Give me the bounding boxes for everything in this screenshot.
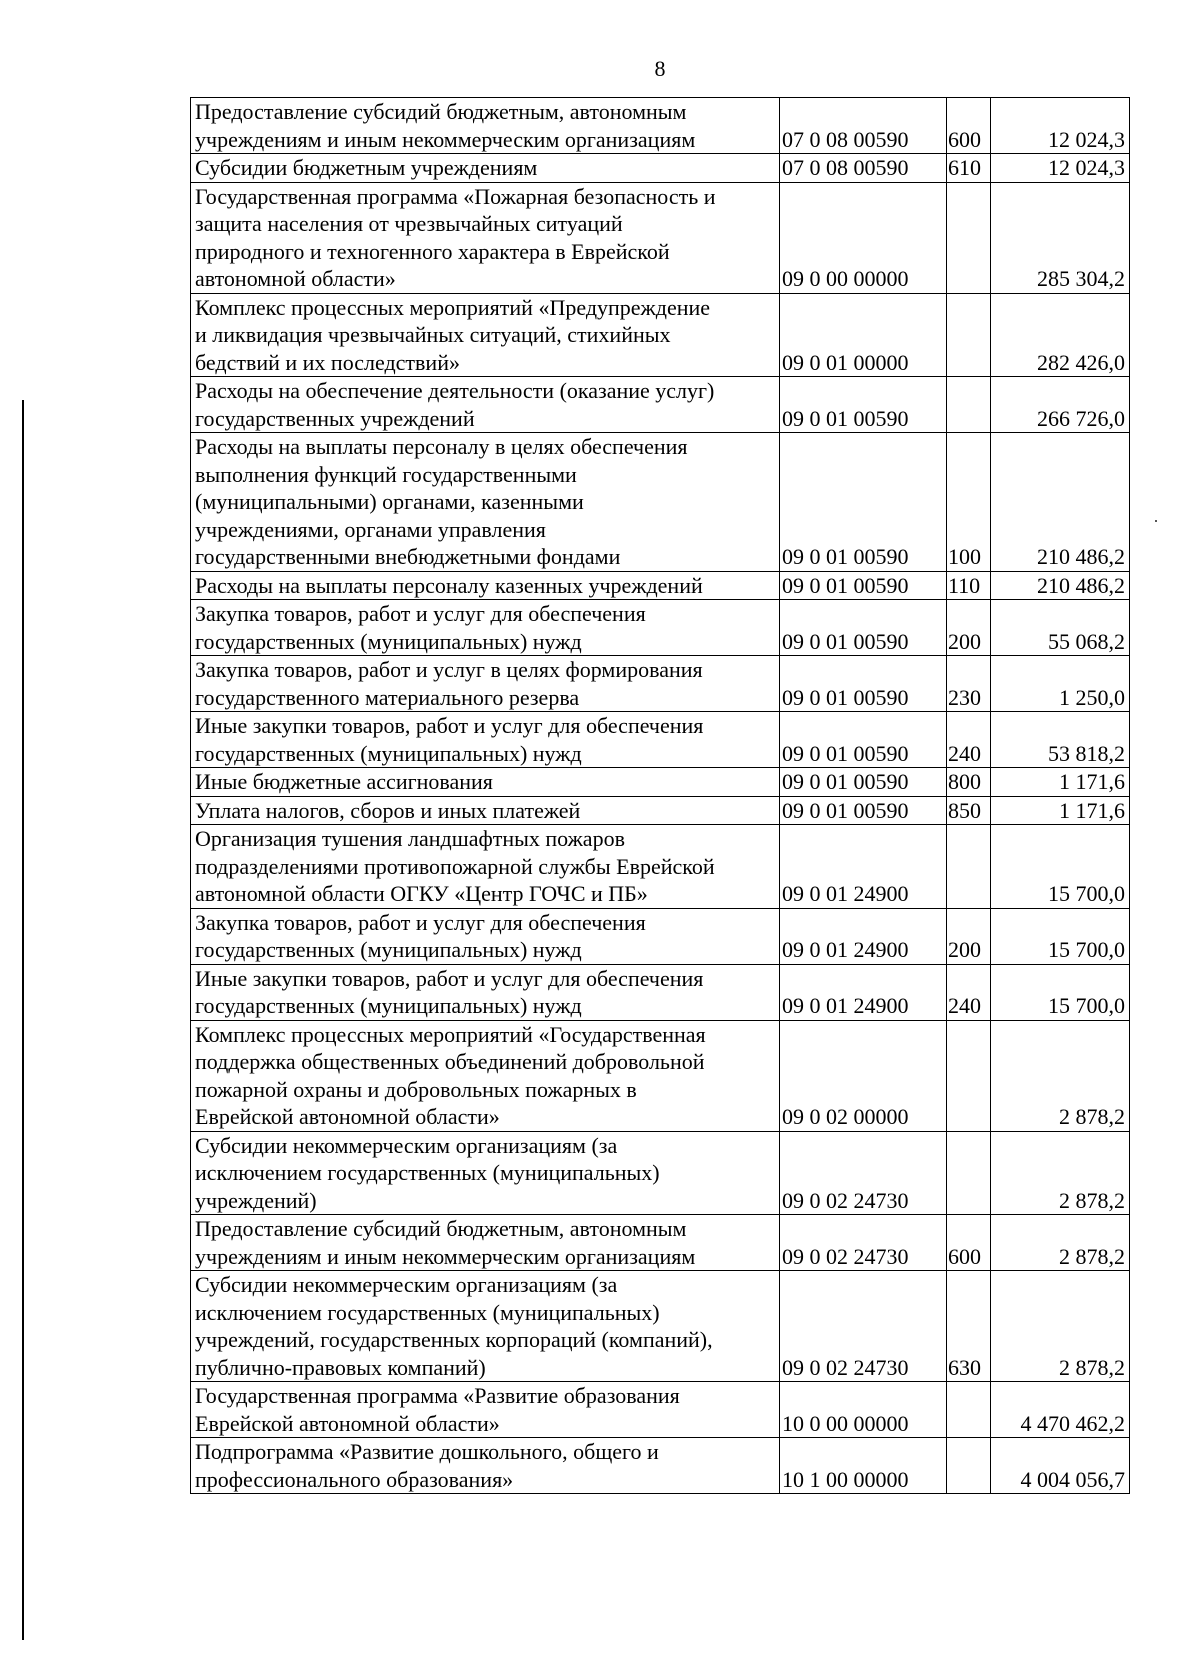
row-code: 09 0 01 00590 [780, 656, 947, 712]
row-name: Иные бюджетные ассигнования [191, 768, 780, 797]
row-name: Государственная программа «Пожарная безопасность и защита населения от чрезвычайных ситуаций природного и техногенного характера в Еврейской автономной области» [191, 182, 780, 293]
row-code: 09 0 01 24900 [780, 825, 947, 909]
row-expense-type: 230 [947, 656, 991, 712]
row-sum: 285 304,2 [991, 182, 1130, 293]
row-sum: 55 068,2 [991, 600, 1130, 656]
row-name: Государственная программа «Развитие образования Еврейской автономной области» [191, 1382, 780, 1438]
row-code: 09 0 01 00590 [780, 377, 947, 433]
table-row [191, 768, 1130, 797]
row-name: Закупка товаров, работ и услуг в целях формирования государственного материального резерва [191, 656, 780, 712]
table-row [191, 154, 1130, 183]
row-code: 09 0 01 00590 [780, 571, 947, 600]
row-sum: 210 486,2 [991, 571, 1130, 600]
row-name: Предоставление субсидий бюджетным, автономным учреждениям и иным некоммерческим организациям [191, 1215, 780, 1271]
table-row [191, 712, 1130, 768]
table-body [191, 98, 1130, 1494]
row-sum: 4 004 056,7 [991, 1438, 1130, 1494]
row-code: 09 0 02 24730 [780, 1271, 947, 1382]
table-row [191, 98, 1130, 154]
row-name: Субсидии некоммерческим организациям (за исключением государственных (муниципальных) учреждений) [191, 1131, 780, 1215]
table-row [191, 1215, 1130, 1271]
row-expense-type [947, 293, 991, 377]
row-name: Закупка товаров, работ и услуг для обеспечения государственных (муниципальных) нужд [191, 908, 780, 964]
row-code: 09 0 01 00590 [780, 600, 947, 656]
row-name: Иные закупки товаров, работ и услуг для обеспечения государственных (муниципальных) нужд [191, 964, 780, 1020]
row-expense-type [947, 1020, 991, 1131]
page-number: 8 [654, 56, 666, 81]
row-sum: 1 250,0 [991, 656, 1130, 712]
table-row [191, 825, 1130, 909]
row-expense-type: 800 [947, 768, 991, 797]
row-code: 09 0 02 24730 [780, 1131, 947, 1215]
table-row [191, 796, 1130, 825]
table-row [191, 1438, 1130, 1494]
row-expense-type [947, 1131, 991, 1215]
row-name: Комплекс процессных мероприятий «Государственная поддержка общественных объединений добровольной пожарной охраны и добровольных пожарных в Еврейской автономной области» [191, 1020, 780, 1131]
row-code: 09 0 02 00000 [780, 1020, 947, 1131]
row-code: 09 0 01 00000 [780, 293, 947, 377]
row-sum: 2 878,2 [991, 1271, 1130, 1382]
row-expense-type [947, 825, 991, 909]
row-code: 10 1 00 00000 [780, 1438, 947, 1494]
row-expense-type [947, 377, 991, 433]
row-expense-type [947, 1382, 991, 1438]
row-code: 09 0 01 00590 [780, 796, 947, 825]
row-expense-type: 200 [947, 600, 991, 656]
scan-speck [1155, 520, 1157, 522]
row-name: Иные закупки товаров, работ и услуг для обеспечения государственных (муниципальных) нужд [191, 712, 780, 768]
row-code: 09 0 02 24730 [780, 1215, 947, 1271]
row-sum: 2 878,2 [991, 1131, 1130, 1215]
row-name: Закупка товаров, работ и услуг для обеспечения государственных (муниципальных) нужд [191, 600, 780, 656]
row-expense-type: 100 [947, 433, 991, 572]
table-row [191, 377, 1130, 433]
row-sum: 1 171,6 [991, 768, 1130, 797]
table-row [191, 1382, 1130, 1438]
row-name: Субсидии некоммерческим организациям (за исключением государственных (муниципальных) учреждений, государственных корпораций (компаний), публично-правовых компаний) [191, 1271, 780, 1382]
row-expense-type: 630 [947, 1271, 991, 1382]
table-row [191, 908, 1130, 964]
row-sum: 1 171,6 [991, 796, 1130, 825]
table-row [191, 1131, 1130, 1215]
row-expense-type: 850 [947, 796, 991, 825]
row-code: 09 0 01 00590 [780, 712, 947, 768]
table-row [191, 1271, 1130, 1382]
row-expense-type [947, 182, 991, 293]
row-expense-type: 600 [947, 98, 991, 154]
row-sum: 12 024,3 [991, 154, 1130, 183]
row-sum: 15 700,0 [991, 908, 1130, 964]
row-sum: 282 426,0 [991, 293, 1130, 377]
row-code: 09 0 01 00590 [780, 433, 947, 572]
row-sum: 2 878,2 [991, 1020, 1130, 1131]
table-row [191, 433, 1130, 572]
row-code: 09 0 01 00590 [780, 768, 947, 797]
table-row [191, 600, 1130, 656]
row-sum: 15 700,0 [991, 825, 1130, 909]
row-code: 09 0 01 24900 [780, 964, 947, 1020]
row-name: Предоставление субсидий бюджетным, автономным учреждениям и иным некоммерческим организациям [191, 98, 780, 154]
row-sum: 4 470 462,2 [991, 1382, 1130, 1438]
row-name: Субсидии бюджетным учреждениям [191, 154, 780, 183]
table-row [191, 293, 1130, 377]
budget-table [190, 97, 1130, 1494]
row-expense-type: 610 [947, 154, 991, 183]
row-name: Расходы на обеспечение деятельности (оказание услуг) государственных учреждений [191, 377, 780, 433]
scan-edge-line [22, 400, 24, 1640]
row-name: Уплата налогов, сборов и иных платежей [191, 796, 780, 825]
row-sum: 210 486,2 [991, 433, 1130, 572]
row-name: Расходы на выплаты персоналу казенных учреждений [191, 571, 780, 600]
row-sum: 266 726,0 [991, 377, 1130, 433]
row-name: Организация тушения ландшафтных пожаров подразделениями противопожарной службы Еврейской автономной области ОГКУ «Центр ГОЧС и ПБ» [191, 825, 780, 909]
row-expense-type: 200 [947, 908, 991, 964]
table-row [191, 964, 1130, 1020]
row-sum: 15 700,0 [991, 964, 1130, 1020]
row-code: 09 0 01 24900 [780, 908, 947, 964]
table-row [191, 182, 1130, 293]
row-sum: 12 024,3 [991, 98, 1130, 154]
row-code: 10 0 00 00000 [780, 1382, 947, 1438]
row-name: Комплекс процессных мероприятий «Предупреждение и ликвидация чрезвычайных ситуаций, стихийных бедствий и их последствий» [191, 293, 780, 377]
row-expense-type: 110 [947, 571, 991, 600]
row-expense-type: 240 [947, 712, 991, 768]
row-code: 07 0 08 00590 [780, 154, 947, 183]
row-expense-type: 600 [947, 1215, 991, 1271]
row-expense-type: 240 [947, 964, 991, 1020]
row-name: Подпрограмма «Развитие дошкольного, общего и профессионального образования» [191, 1438, 780, 1494]
table-row [191, 1020, 1130, 1131]
table-row [191, 656, 1130, 712]
row-code: 07 0 08 00590 [780, 98, 947, 154]
row-sum: 53 818,2 [991, 712, 1130, 768]
row-code: 09 0 00 00000 [780, 182, 947, 293]
row-sum: 2 878,2 [991, 1215, 1130, 1271]
table-row [191, 571, 1130, 600]
row-name: Расходы на выплаты персоналу в целях обеспечения выполнения функций государственными (муниципальными) органами, казенными учреждениями, органами управления государственными внебюджетными фондами [191, 433, 780, 572]
row-expense-type [947, 1438, 991, 1494]
